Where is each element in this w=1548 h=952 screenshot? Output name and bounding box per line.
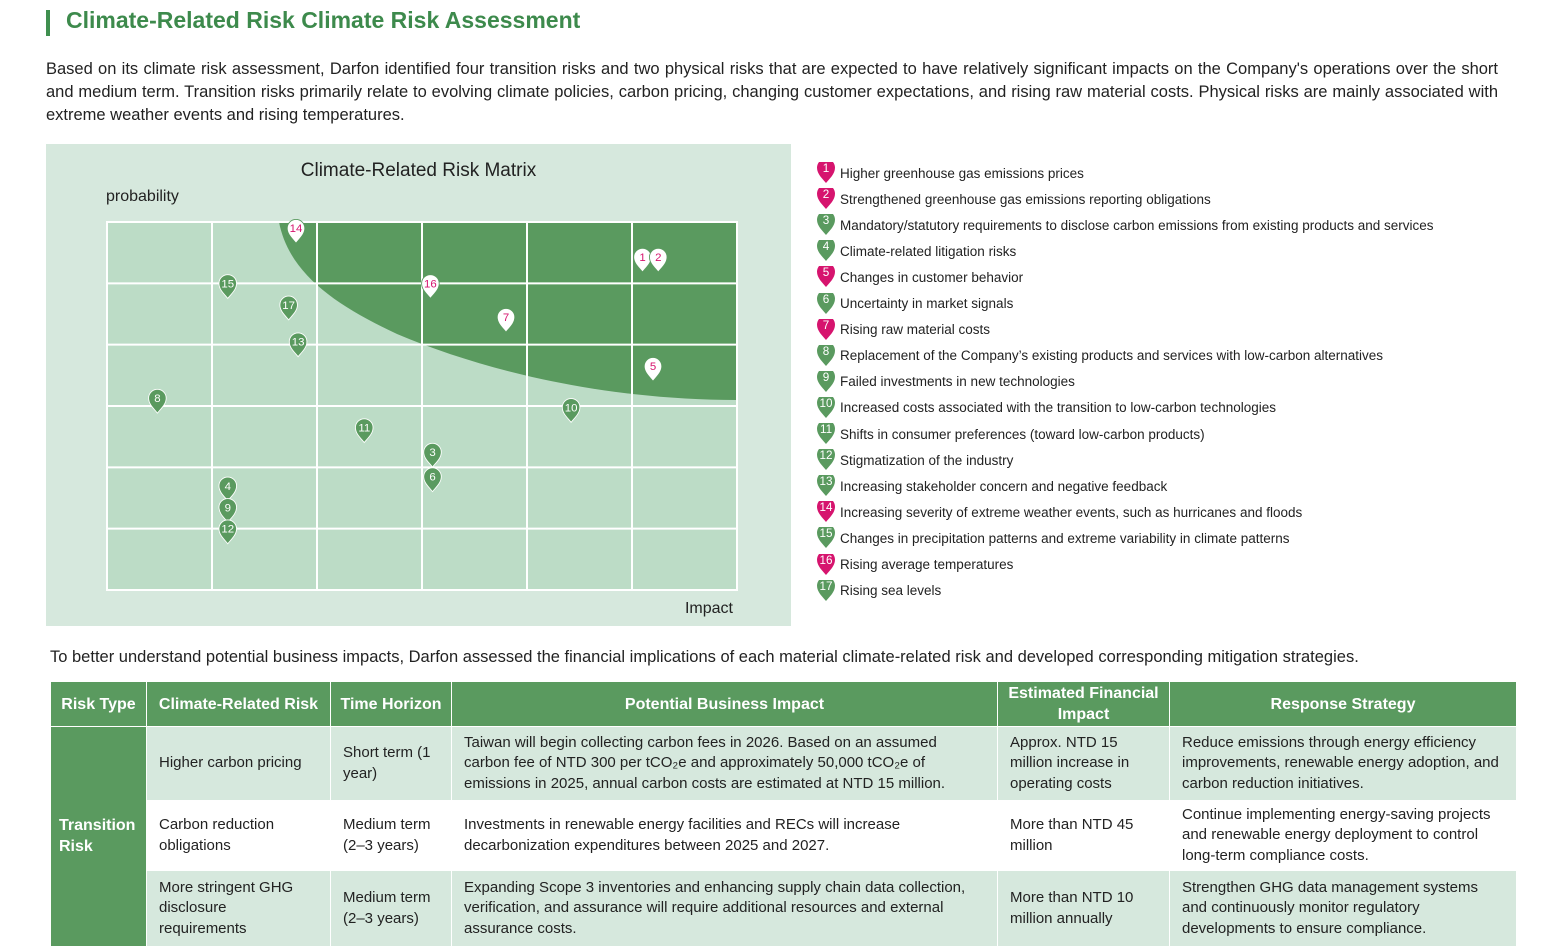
risk-matrix-panel [46,144,791,626]
legend-marker-icon [815,527,837,549]
legend-item [815,554,1013,576]
marker-number: 17 [282,299,296,312]
marker-number: 11 [358,422,371,435]
legend-text: Failed investments in new technologies [840,374,1075,390]
svg-text:12: 12 [819,449,833,462]
y-axis-label: probability [106,188,179,205]
svg-text:7: 7 [822,318,830,332]
legend-item [815,240,1016,262]
marker-number: 13 [291,336,305,349]
svg-text:11: 11 [819,423,833,436]
legend-item [815,293,1013,315]
legend-text: Uncertainty in market signals [840,296,1014,311]
financial-cell: Approx. NTD 15 million increase in operating costs [998,727,1170,801]
legend-text: Changes in precipitation patterns and extreme variability in climate patterns [840,530,1290,546]
financial-cell: More than NTD 45 million [998,801,1170,871]
risk-matrix-chart [46,144,791,626]
x-axis-label: Impact [684,600,733,617]
legend-marker-icon [815,475,837,497]
page-title: Climate-Related Risk Climate Risk Assessment [66,7,581,33]
risk-cell: Higher carbon pricing [147,727,331,801]
svg-text:9: 9 [822,370,830,384]
legend-text: Rising sea levels [840,583,942,599]
legend-text: Increased costs associated with the transition to low-carbon technologies [840,400,1276,416]
legend-text: Strengthened greenhouse gas emissions reporting obligations [840,191,1211,207]
svg-text:6: 6 [822,292,830,306]
marker-number: 1 [639,252,646,265]
impact-cell: Taiwan will begin collecting carbon fees in 2026. Based on an assumed carbon fee of NTD 300 per tCO₂e and approximately 50,000 tCO₂e of emissions in 2025, annual carbon costs are estimated at NTD 15 million. [452,727,998,801]
horizon-cell: Medium term (2–3 years) [331,801,452,871]
legend-text: Shifts in consumer preferences (toward low-carbon products) [840,426,1205,442]
legend-item [815,475,1167,497]
intro-paragraph: Based on its climate risk assessment, Darfon identified four transition risks and two physical risks that are expected to have relatively significant impacts on the Company's operations over the short and medium term. Transition risks primarily relate to evolving climate policies, carbon pricing, changing customer expectations, and rising raw material costs. Physical risks are mainly associated with extreme weather events and rising temperatures. [46,60,1498,124]
legend-item [815,319,990,341]
legend-marker-icon [815,397,837,419]
svg-text:17: 17 [819,579,833,593]
risk-cell: Carbon reduction obligations [147,801,331,871]
strategy-cell: Strengthen GHG data management systems and continuously monitor regulatory developments to ensure compliance. [1170,871,1517,947]
legend-item [815,423,1205,445]
legend-text: Replacement of the Company’s existing products and services with low-carbon alternatives [840,348,1384,364]
legend-text: Climate-related litigation risks [840,243,1017,259]
marker-number: 15 [221,278,235,291]
legend-marker-icon [815,188,837,210]
marker-number: 8 [154,393,161,406]
svg-text:8: 8 [822,344,830,358]
svg-text:3: 3 [822,214,830,227]
legend-item [815,371,1075,393]
legend-item [815,214,1434,236]
legend-marker-icon [815,240,837,262]
legend-text: Changes in customer behavior [840,269,1024,285]
marker-number: 12 [221,523,235,536]
svg-text:4: 4 [822,240,830,254]
legend-item [815,266,1023,288]
legend-marker-icon [815,423,837,445]
risk-cell: More stringent GHG disclosure requirements [147,871,331,947]
horizon-cell: Short term (1 year) [331,727,452,801]
marker-number: 16 [424,278,437,291]
legend-marker-icon [815,554,837,576]
header-impact: Potential Business Impact [452,682,998,727]
marker-number: 10 [564,402,578,415]
legend-item [815,449,1013,471]
legend-marker-icon [815,162,837,184]
legend-marker-icon [815,293,837,315]
svg-text:10: 10 [819,396,833,410]
legend-text: Rising average temperatures [840,557,1014,572]
legend-text: Increasing severity of extreme weather events, such as hurricanes and floods [840,504,1303,520]
header-horizon: Time Horizon [331,682,452,727]
matrix-title: Climate-Related Risk Matrix [300,160,537,181]
marker-number: 9 [224,502,231,515]
legend-text: Higher greenhouse gas emissions prices [840,165,1084,181]
impact-cell: Expanding Scope 3 inventories and enhancing supply chain data collection, verification, and assurance will require additional resources and external assurance costs. [452,871,998,947]
legend-marker-icon [815,319,837,341]
risk-table [50,681,1517,947]
title-accent-bar [46,10,50,36]
svg-text:15: 15 [819,527,833,541]
legend-item [815,580,941,602]
marker-number: 5 [649,361,657,374]
marker-number: 3 [429,447,436,460]
table-row [51,871,1517,947]
svg-text:13: 13 [819,475,833,488]
strategy-cell: Reduce emissions through energy efficiency improvements, renewable energy adoption, and carbon reduction initiatives. [1170,727,1517,801]
svg-text:16: 16 [819,553,833,567]
marker-number: 4 [224,480,231,493]
legend-item [815,188,1211,210]
header-strategy: Response Strategy [1170,682,1517,727]
legend-marker-icon [815,214,837,236]
table-row [51,727,1517,801]
legend-item [815,345,1383,367]
legend-marker-icon [815,580,837,602]
header-financial: Estimated Financial Impact [998,682,1170,727]
legend-item [815,162,1084,184]
svg-text:14: 14 [819,501,833,515]
financial-cell: More than NTD 10 million annually [998,871,1170,947]
legend-text: Increasing stakeholder concern and negative feedback [840,478,1168,494]
legend-marker-icon [815,501,837,523]
legend-item [815,501,1302,523]
marker-number: 14 [289,223,303,236]
legend-item [815,397,1276,419]
marker-number: 6 [429,471,436,484]
legend-marker-icon [815,266,837,288]
legend-text: Rising raw material costs [840,322,991,338]
marker-number: 2 [655,252,662,265]
table-row [51,801,1517,871]
risk-type-cell: Transition Risk [51,727,147,947]
impact-cell: Investments in renewable energy facilities and RECs will increase decarbonization expenditures between 2025 and 2027. [452,801,998,871]
strategy-cell: Continue implementing energy-saving projects and renewable energy deployment to control long-term compliance costs. [1170,801,1517,871]
legend-marker-icon [815,371,837,393]
table-intro: To better understand potential business impacts, Darfon assessed the financial implications of each material climate-related risk and developed corresponding mitigation strategies. [50,648,1359,666]
svg-text:5: 5 [822,266,830,280]
svg-text:2: 2 [822,188,830,201]
legend-marker-icon [815,449,837,471]
header-risk-type: Risk Type [51,682,147,727]
legend-text: Stigmatization of the industry [840,452,1014,468]
legend-marker-icon [815,345,837,367]
legend-item [815,527,1289,549]
horizon-cell: Medium term (2–3 years) [331,871,452,947]
header-risk: Climate-Related Risk [147,682,331,727]
marker-number: 7 [502,312,510,325]
svg-text:1: 1 [822,162,830,175]
legend-text: Mandatory/statutory requirements to disclose carbon emissions from existing products and services [840,217,1434,233]
